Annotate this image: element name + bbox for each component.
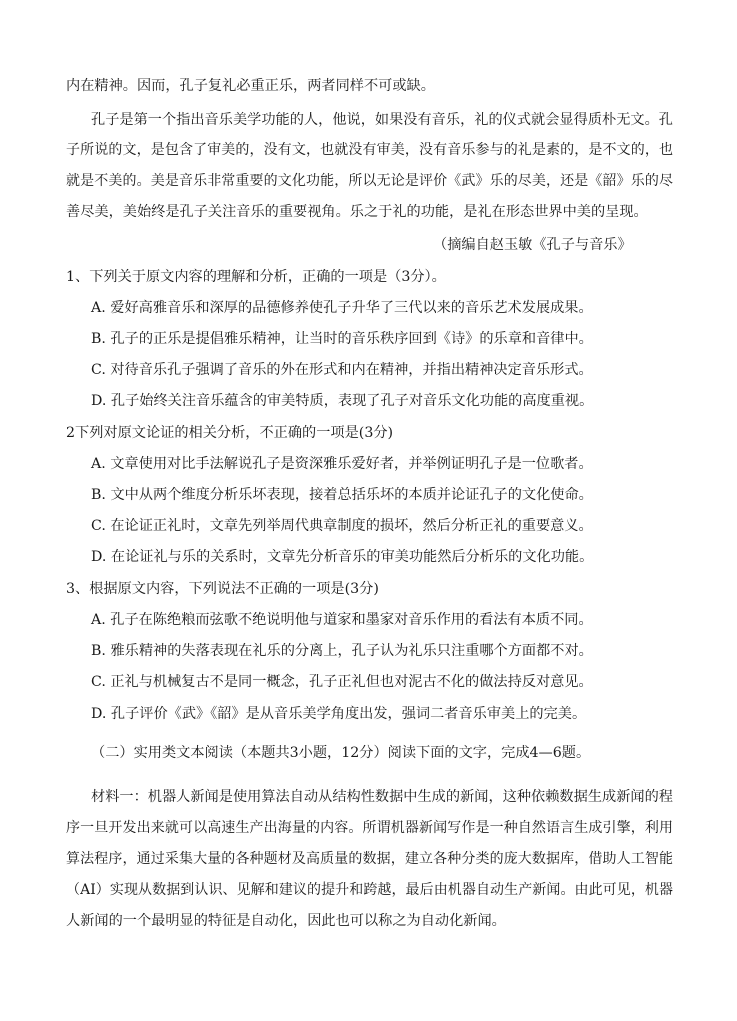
passage-paragraph-line: 就是不美的。美是音乐非常重要的文化功能，所以无论是评价《武》乐的尽美，还是《韶》乐的尽 <box>66 173 673 189</box>
question-1-option-c: C. 对待音乐孔子强调了音乐的外在形式和内在精神，并指出精神决定音乐形式。 <box>91 362 593 378</box>
material-1-line: 人新闻的一个最明显的特征是自动化，因此也可以称之为自动化新闻。 <box>66 913 506 929</box>
question-3-option-d: D. 孔子评价《武》《韶》是从音乐美学角度出发，强词二者音乐审美上的完美。 <box>91 706 587 722</box>
question-1-option-d: D. 孔子始终关注音乐蕴含的审美特质，表现了孔子对音乐文化功能的高度重视。 <box>91 393 594 409</box>
material-1-line: 序一旦开发出来就可以高速生产出海量的内容。所谓机器新闻写作是一种自然语言生成引擎，利用 <box>66 820 673 836</box>
question-3-option-a: A. 孔子在陈绝粮而弦歌不绝说明他与道家和墨家对音乐作用的看法有本质不同。 <box>91 612 593 628</box>
question-2-option-a: A. 文章使用对比手法解说孔子是资深雅乐爱好者，并举例证明孔子是一位歌者。 <box>91 456 593 472</box>
question-3-option-c: C. 正礼与机械复古不是同一概念，孔子正礼但也对泥古不化的做法持反对意见。 <box>91 674 593 690</box>
question-3-stem: 3、根据原文内容，下列说法不正确的一项是(3分) <box>66 581 379 597</box>
question-1-stem: 1、下列关于原文内容的理解和分析，正确的一项是（3分）。 <box>66 269 446 285</box>
question-2-option-c: C. 在论证正礼时，文章先列举周代典章制度的损坏，然后分析正礼的重要意义。 <box>91 518 593 534</box>
passage-paragraph-line: 善尽美，美始终是孔子关注音乐的重要视角。乐之于礼的功能，是礼在形态世界中美的呈现。 <box>66 204 648 220</box>
question-1-option-b: B. 孔子的正乐是提倡雅乐精神，让当时的音乐秩序回到《诗》的乐章和音律中。 <box>91 331 593 347</box>
passage-source: （摘编自赵玉敏《孔子与音乐》 <box>433 237 632 253</box>
question-1-option-a: A. 爱好高雅音乐和深厚的品德修养使孔子升华了三代以来的音乐艺术发展成果。 <box>91 300 593 316</box>
section-2-heading: （二）实用类文本阅读（本题共3小题，12分）阅读下面的文字，完成4—6题。 <box>91 745 591 761</box>
material-1-line: 材料一：机器人新闻是使用算法自动从结构性数据中生成的新闻，这种依赖数据生成新闻的程 <box>91 789 673 805</box>
question-2-option-d: D. 在论证礼与乐的关系时，文章先分析音乐的审美功能然后分析乐的文化功能。 <box>91 549 594 565</box>
question-2-option-b: B. 文中从两个维度分析乐坏表现，接着总括乐坏的本质并论证孔子的文化使命。 <box>91 487 593 503</box>
passage-closing-line: 内在精神。因而，孔子复礼必重正乐，两者同样不可或缺。 <box>66 78 435 94</box>
question-3-option-b: B. 雅乐精神的失落表现在礼乐的分离上，孔子认为礼乐只注重哪个方面都不对。 <box>91 643 593 659</box>
material-1-line: 算法程序，通过采集大量的各种题材及高质量的数据，建立各种分类的庞大数据库，借助人工智能 <box>66 851 673 867</box>
passage-paragraph-line: 孔子是第一个指出音乐美学功能的人，他说，如果没有音乐，礼的仪式就会显得质朴无文。孔 <box>91 112 673 128</box>
passage-paragraph-line: 子所说的文，是包含了审美的，没有文，也就没有审美，没有音乐参与的礼是素的，是不文的，也 <box>66 142 673 158</box>
material-1-line: （AI）实现从数据到认识、见解和建议的提升和跨越，最后由机器自动生产新闻。由此可见，机器 <box>66 882 673 898</box>
question-2-stem: 2下列对原文论证的相关分析，不正确的一项是(3分) <box>66 425 394 441</box>
